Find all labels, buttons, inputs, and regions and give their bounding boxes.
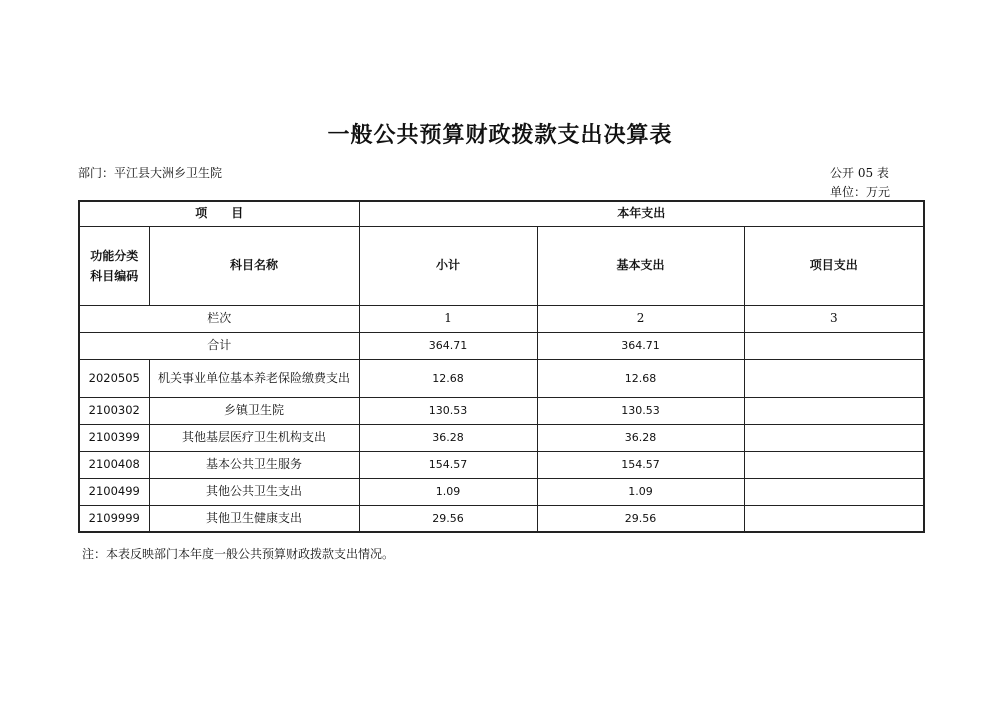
table-row: [79, 424, 924, 451]
row-subtotal: 29.56: [359, 505, 537, 532]
row-name: 机关事业单位基本养老保险缴费支出: [149, 359, 359, 397]
row-subtotal: 36.28: [359, 424, 537, 451]
row-basic: 130.53: [537, 397, 744, 424]
header-basic-expenditure: 基本支出: [537, 226, 744, 305]
page-title: 一般公共预算财政拨款支出决算表: [327, 123, 673, 148]
total-basic: 364.71: [537, 332, 744, 359]
row-basic: 29.56: [537, 505, 744, 532]
row-code: 2109999: [79, 505, 149, 532]
header-func-code-line2: 科目编码: [90, 268, 139, 283]
total-subtotal: 364.71: [359, 332, 537, 359]
header-row-2: [79, 226, 924, 305]
table-row: [79, 451, 924, 478]
total-project: [744, 332, 924, 359]
department-label: 部门：平江县大洲乡卫生院: [78, 166, 223, 180]
row-subtotal: 130.53: [359, 397, 537, 424]
row-project: [744, 359, 924, 397]
row-code: 2100408: [79, 451, 149, 478]
header-row-1: [79, 201, 924, 226]
unit-label: 单位：万元: [830, 185, 891, 199]
row-name: 其他公共卫生支出: [149, 478, 359, 505]
header-project-expenditure: 项目支出: [744, 226, 924, 305]
row-project: [744, 397, 924, 424]
row-code: 2100399: [79, 424, 149, 451]
header-subtotal: 小计: [359, 226, 537, 305]
row-name: 基本公共卫生服务: [149, 451, 359, 478]
row-subtotal: 154.57: [359, 451, 537, 478]
column-index-row: [79, 305, 924, 332]
header-func-code: [79, 226, 149, 305]
table-row: [79, 359, 924, 397]
footnote: 注：本表反映部门本年度一般公共预算财政拨款支出情况。: [82, 547, 395, 561]
row-name: 其他卫生健康支出: [149, 505, 359, 532]
total-label: 合计: [79, 332, 359, 359]
total-row: [79, 332, 924, 359]
table-row: [79, 505, 924, 532]
header-func-code-line1: 功能分类: [90, 248, 139, 263]
row-project: [744, 424, 924, 451]
row-name: 其他基层医疗卫生机构支出: [149, 424, 359, 451]
table-row: [79, 397, 924, 424]
row-code: 2100302: [79, 397, 149, 424]
row-code: 2020505: [79, 359, 149, 397]
column-index-label: 栏次: [79, 305, 359, 332]
row-subtotal: 1.09: [359, 478, 537, 505]
row-basic: 12.68: [537, 359, 744, 397]
row-name: 乡镇卫生院: [149, 397, 359, 424]
row-basic: 36.28: [537, 424, 744, 451]
expenditure-table: [78, 200, 925, 533]
row-project: [744, 451, 924, 478]
row-basic: 1.09: [537, 478, 744, 505]
row-project: [744, 478, 924, 505]
row-project: [744, 505, 924, 532]
column-index-2: 2: [537, 305, 744, 332]
form-number: 公开 05 表: [830, 166, 889, 180]
header-subject-name: 科目名称: [149, 226, 359, 305]
row-code: 2100499: [79, 478, 149, 505]
column-index-3: 3: [744, 305, 924, 332]
header-item-group: 项 目: [79, 201, 359, 226]
row-basic: 154.57: [537, 451, 744, 478]
row-subtotal: 12.68: [359, 359, 537, 397]
header-current-year-expenditure: 本年支出: [359, 201, 924, 226]
table-row: [79, 478, 924, 505]
column-index-1: 1: [359, 305, 537, 332]
